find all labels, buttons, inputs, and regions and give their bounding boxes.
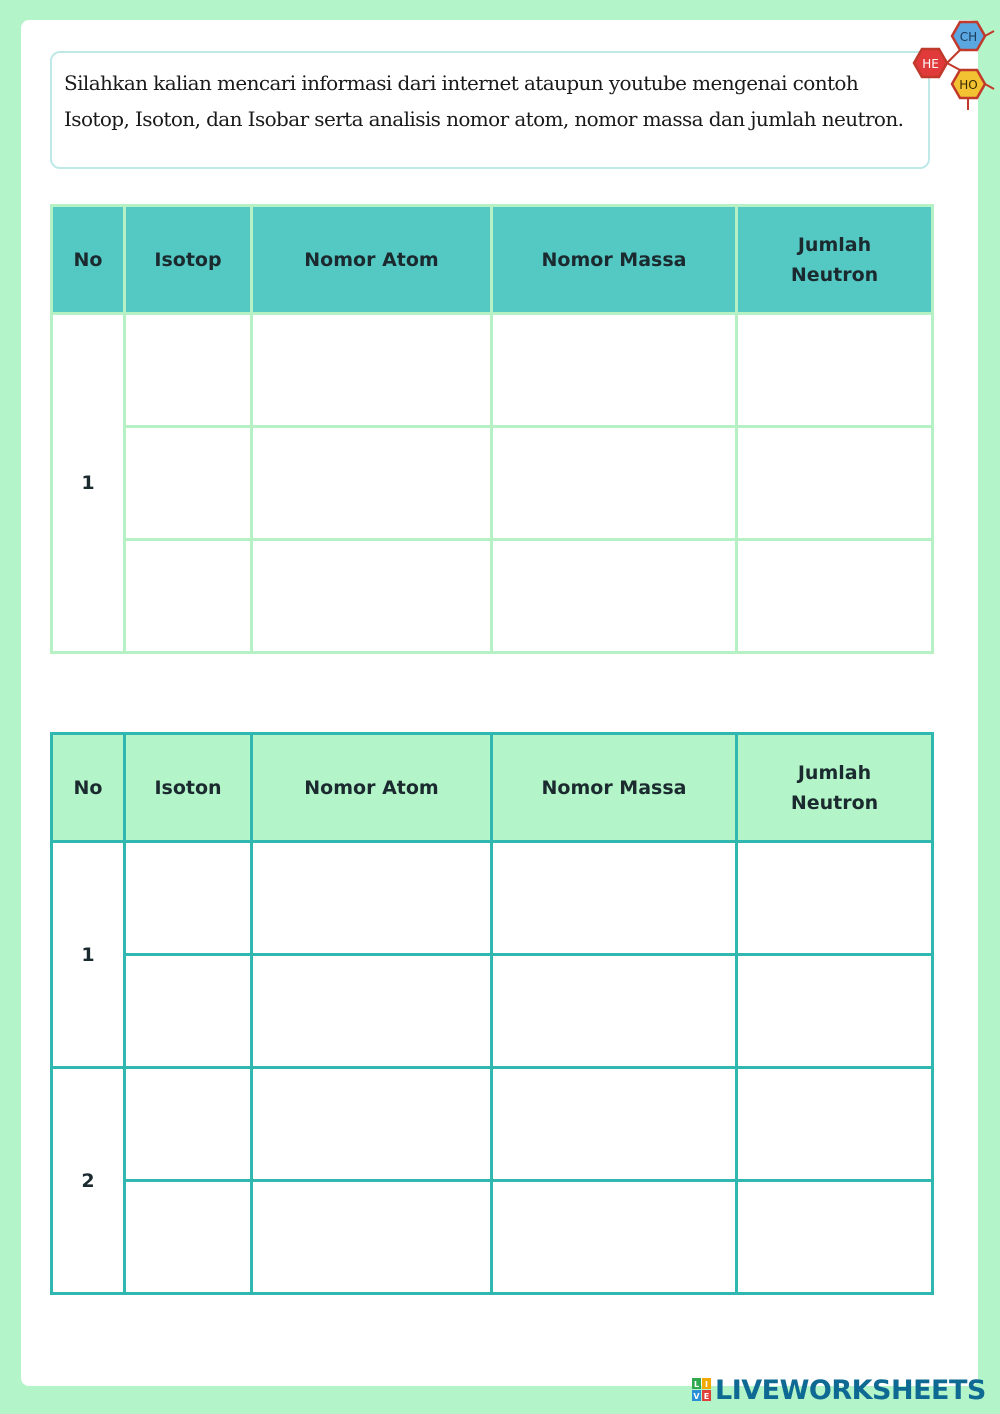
header-nomor-atom: Nomor Atom (252, 206, 492, 314)
header-isotop: Isotop (125, 206, 252, 314)
answer-cell[interactable] (492, 314, 737, 427)
answer-cell[interactable] (737, 427, 933, 540)
answer-cell[interactable] (252, 540, 492, 653)
svg-text:HE: HE (922, 57, 939, 71)
svg-text:HO: HO (959, 78, 978, 92)
table-row (52, 1181, 933, 1294)
header-nomor-massa: Nomor Massa (492, 734, 737, 842)
table-header-row (52, 734, 933, 842)
logo-text: LIVEWORKSHEETS (715, 1374, 986, 1406)
svg-text:V: V (693, 1392, 700, 1401)
answer-cell[interactable] (737, 1181, 933, 1294)
hexagon-ch (952, 22, 985, 50)
answer-cell[interactable] (252, 1181, 492, 1294)
liveworksheets-logo-icon (692, 1378, 712, 1402)
answer-cell[interactable] (737, 955, 933, 1068)
header-jumlah-neutron: Jumlah Neutron (737, 734, 933, 842)
answer-cell[interactable] (125, 540, 252, 653)
table-row (52, 955, 933, 1068)
header-no: No (52, 734, 125, 842)
answer-cell[interactable] (492, 1181, 737, 1294)
svg-text:E: E (703, 1392, 710, 1401)
molecule-hexagons-icon (902, 14, 998, 118)
answer-cell[interactable] (125, 1068, 252, 1181)
header-jumlah-neutron: Jumlah Neutron (737, 206, 933, 314)
answer-cell[interactable] (252, 842, 492, 955)
answer-cell[interactable] (125, 955, 252, 1068)
answer-cell[interactable] (125, 427, 252, 540)
answer-cell[interactable] (492, 540, 737, 653)
hexagon-he (914, 49, 947, 77)
instruction-box (50, 51, 930, 169)
answer-cell[interactable] (252, 1068, 492, 1181)
header-nomor-massa: Nomor Massa (492, 206, 737, 314)
row-number: 2 (52, 1068, 125, 1294)
header-isoton: Isoton (125, 734, 252, 842)
answer-cell[interactable] (492, 1068, 737, 1181)
answer-cell[interactable] (492, 842, 737, 955)
answer-cell[interactable] (252, 314, 492, 427)
answer-cell[interactable] (492, 427, 737, 540)
instruction-text: Silahkan kalian mencari informasi dari internet ataupun youtube mengenai contoh Isotop, Isoton, dan Isobar serta analisis nomor atom, nomor massa dan jumlah neutron. (64, 71, 904, 131)
isoton-table (50, 732, 934, 1295)
table-row (52, 1068, 933, 1181)
table-row (52, 540, 933, 653)
row-number: 1 (52, 314, 125, 653)
table-row (52, 842, 933, 955)
answer-cell[interactable] (737, 842, 933, 955)
liveworksheets-logo[interactable] (692, 1374, 986, 1406)
row-number: 1 (52, 842, 125, 1068)
answer-cell[interactable] (252, 427, 492, 540)
answer-cell[interactable] (737, 314, 933, 427)
table-row (52, 427, 933, 540)
isotop-table (50, 204, 934, 654)
table-header-row (52, 206, 933, 314)
svg-text:CH: CH (959, 30, 978, 44)
svg-text:L: L (693, 1380, 700, 1389)
hexagon-ho (952, 70, 985, 98)
answer-cell[interactable] (125, 842, 252, 955)
svg-text:I: I (705, 1380, 708, 1389)
answer-cell[interactable] (737, 540, 933, 653)
answer-cell[interactable] (492, 955, 737, 1068)
answer-cell[interactable] (125, 1181, 252, 1294)
header-no: No (52, 206, 125, 314)
answer-cell[interactable] (252, 955, 492, 1068)
header-nomor-atom: Nomor Atom (252, 734, 492, 842)
table-row (52, 314, 933, 427)
answer-cell[interactable] (125, 314, 252, 427)
answer-cell[interactable] (737, 1068, 933, 1181)
